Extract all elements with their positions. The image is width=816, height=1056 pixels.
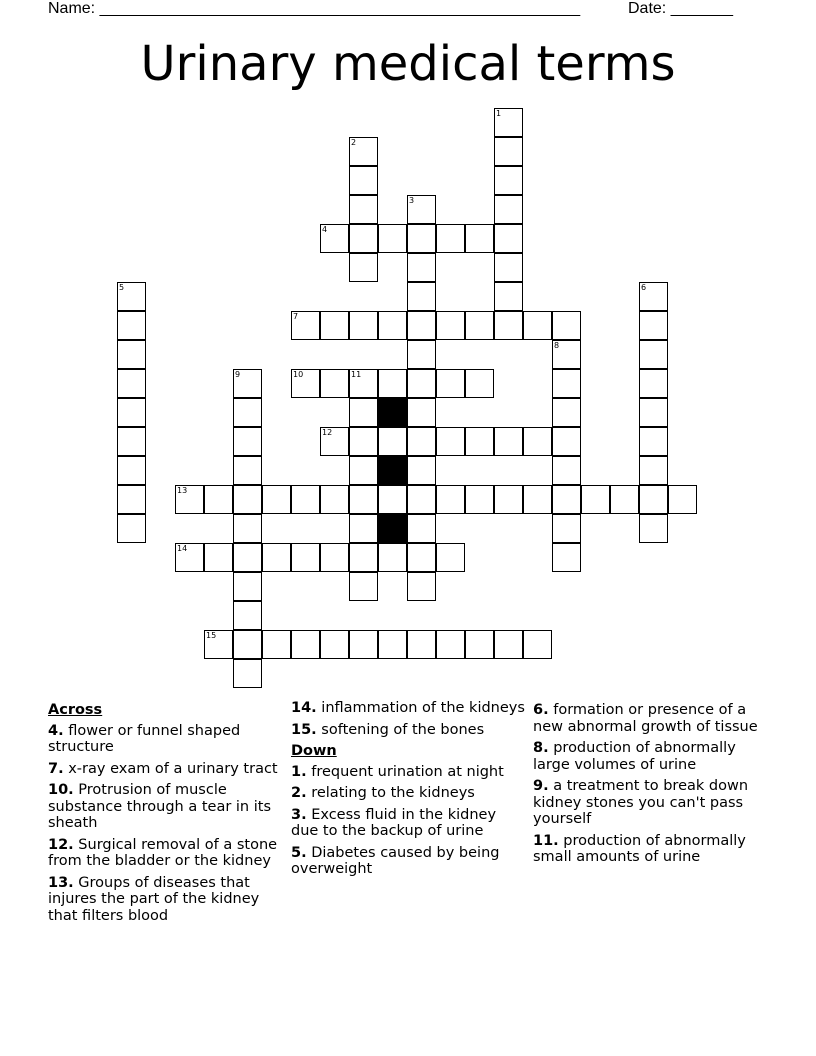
clue-number: 7 [293,312,299,321]
grid-cell[interactable] [233,456,262,485]
grid-cell[interactable] [494,311,523,340]
grid-cell[interactable] [117,456,146,485]
grid-cell[interactable] [233,398,262,427]
clue-number: 15. [291,721,317,738]
clue-number: 3 [409,196,415,205]
grid-cell[interactable] [639,485,668,514]
grid-cell[interactable] [407,311,436,340]
grid-cell[interactable] [378,369,407,398]
grid-cell[interactable] [233,543,262,572]
clue-text: x-ray exam of a urinary tract [63,760,278,777]
clue-text: Groups of diseases that injures the part of the kidney that filters blood [48,874,260,924]
grid-cell[interactable] [407,369,436,398]
grid-cell[interactable] [407,224,436,253]
grid-cell[interactable] [465,369,494,398]
grid-cell[interactable] [436,224,465,253]
clue-number: 12. [48,836,74,853]
grid-cell[interactable] [204,485,233,514]
grid-cell[interactable] [465,311,494,340]
grid-cell[interactable] [233,369,262,398]
clue-item [291,722,525,739]
grid-cell[interactable] [117,514,146,543]
clue-number: 11. [533,832,559,849]
grid-cell[interactable] [320,369,349,398]
grid-cell[interactable] [639,398,668,427]
grid-cell[interactable] [436,630,465,659]
grid-cell[interactable] [494,166,523,195]
grid-cell[interactable] [175,485,204,514]
clue-item [533,778,767,828]
grid-cell[interactable] [204,630,233,659]
grid-cell[interactable] [349,195,378,224]
grid-cell[interactable] [494,253,523,282]
grid-cell[interactable] [320,543,349,572]
grid-cell[interactable] [291,369,320,398]
grid-cell[interactable] [639,514,668,543]
grid-cell[interactable] [436,543,465,572]
grid-cell[interactable] [349,485,378,514]
clue-number: 12 [322,428,333,437]
grid-cell[interactable] [320,630,349,659]
clue-item [291,700,525,717]
clue-number: 9 [235,370,241,379]
grid-cell[interactable] [349,369,378,398]
grid-cell[interactable] [465,224,494,253]
grid-cell[interactable] [378,630,407,659]
clue-item [48,782,282,832]
clue-number: 3. [291,806,307,823]
clue-number: 15 [206,631,217,640]
clue-item [291,785,525,802]
grid-cell[interactable] [291,543,320,572]
grid-cell[interactable] [117,282,146,311]
grid-cell[interactable] [407,456,436,485]
clue-text: Surgical removal of a stone from the bladder or the kidney [48,836,278,869]
date-field[interactable]: Date: _______ [628,0,733,17]
grid-cell[interactable] [552,543,581,572]
grid-cell[interactable] [552,456,581,485]
grid-cell[interactable] [465,427,494,456]
grid-cell[interactable] [407,514,436,543]
grid-cell[interactable] [204,543,233,572]
grid-cell[interactable] [465,630,494,659]
clue-text: production of abnormally small amounts of urine [533,832,746,865]
clue-text: Diabetes caused by being overweight [291,844,500,877]
grid-cell[interactable] [581,485,610,514]
name-field[interactable]: Name: ______________________________________________________ [48,0,581,17]
clue-item [291,764,525,781]
grid-cell[interactable] [349,630,378,659]
clue-item [48,837,282,870]
grid-cell[interactable] [117,398,146,427]
clue-text: Protrusion of muscle substance through a tear in its sheath [48,782,272,831]
clue-item [48,723,282,756]
clue-number: 10 [293,370,304,379]
grid-cell[interactable] [378,427,407,456]
clue-text: softening of the bones [316,721,485,738]
grid-cell[interactable] [407,630,436,659]
grid-cell[interactable] [117,485,146,514]
grid-cell[interactable] [552,398,581,427]
grid-cell[interactable] [262,485,291,514]
grid-block [378,398,407,427]
clue-text: flower or funnel shaped structure [48,722,241,755]
grid-cell[interactable] [494,630,523,659]
grid-cell[interactable] [436,311,465,340]
grid-cell[interactable] [436,485,465,514]
grid-cell[interactable] [117,340,146,369]
clue-text: formation or presence of a new abnormal growth of tissue [533,702,758,735]
clue-number: 14. [291,700,317,716]
clue-number: 2. [291,785,307,801]
grid-cell[interactable] [407,398,436,427]
grid-cell[interactable] [552,514,581,543]
grid-cell[interactable] [639,427,668,456]
grid-cell[interactable] [523,427,552,456]
grid-cell[interactable] [407,340,436,369]
grid-cell[interactable] [494,282,523,311]
grid-cell[interactable] [436,369,465,398]
grid-cell[interactable] [349,311,378,340]
grid-cell[interactable] [117,369,146,398]
clue-number: 13. [48,874,74,891]
clue-number: 1. [291,763,307,780]
grid-cell[interactable] [320,485,349,514]
clue-text: inflammation of the kidneys [316,700,525,716]
clue-column-1 [48,700,282,929]
grid-cell[interactable] [407,253,436,282]
down-heading: Down [291,743,337,759]
clue-text: Excess fluid in the kidney due to the backup of urine [291,806,497,839]
grid-cell[interactable] [407,427,436,456]
clue-number: 14 [177,544,188,553]
grid-cell[interactable] [349,398,378,427]
grid-cell[interactable] [494,195,523,224]
clue-number: 10. [48,782,74,798]
grid-cell[interactable] [378,311,407,340]
grid-cell[interactable] [552,485,581,514]
grid-cell[interactable] [349,253,378,282]
clue-number: 1 [496,109,502,118]
clue-number: 11 [351,370,362,379]
grid-cell[interactable] [349,427,378,456]
grid-cell[interactable] [407,195,436,224]
clue-column-2 [291,700,525,883]
page-title: Urinary medical terms [140,36,676,92]
grid-block [378,456,407,485]
clue-list [48,700,768,1000]
grid-cell[interactable] [291,485,320,514]
clue-number: 4. [48,722,64,739]
clue-item [533,833,767,866]
grid-cell[interactable] [494,485,523,514]
grid-cell[interactable] [117,427,146,456]
clue-item [48,875,282,925]
clue-item [291,807,525,840]
grid-cell[interactable] [233,659,262,688]
grid-cell[interactable] [320,427,349,456]
grid-cell[interactable] [349,572,378,601]
clue-item [48,761,282,778]
grid-cell[interactable] [639,340,668,369]
grid-cell[interactable] [378,543,407,572]
grid-cell[interactable] [523,630,552,659]
grid-cell[interactable] [494,137,523,166]
grid-cell[interactable] [175,543,204,572]
grid-cell[interactable] [320,311,349,340]
clue-number: 5 [119,283,125,292]
grid-cell[interactable] [320,224,349,253]
grid-cell[interactable] [552,369,581,398]
grid-cell[interactable] [436,427,465,456]
grid-cell[interactable] [349,166,378,195]
clue-item [533,702,767,735]
grid-cell[interactable] [233,572,262,601]
grid-cell[interactable] [552,340,581,369]
grid-cell[interactable] [610,485,639,514]
clue-number: 6 [641,283,647,292]
grid-cell[interactable] [407,485,436,514]
grid-cell[interactable] [639,456,668,485]
grid-cell[interactable] [349,456,378,485]
clue-number: 9. [533,778,549,794]
grid-cell[interactable] [291,630,320,659]
clue-item [533,740,767,773]
grid-cell[interactable] [233,514,262,543]
clue-number: 8 [554,341,560,350]
clue-number: 7. [48,760,64,777]
clue-text: a treatment to break down kidney stones you can't pass yourself [533,778,749,827]
grid-cell[interactable] [552,427,581,456]
grid-cell[interactable] [407,543,436,572]
grid-cell[interactable] [349,514,378,543]
grid-cell[interactable] [233,427,262,456]
clue-text: frequent urination at night [306,763,504,780]
grid-cell[interactable] [523,311,552,340]
grid-cell[interactable] [639,311,668,340]
grid-cell[interactable] [349,543,378,572]
grid-cell[interactable] [233,630,262,659]
grid-cell[interactable] [407,282,436,311]
grid-cell[interactable] [233,485,262,514]
grid-block [378,514,407,543]
grid-cell[interactable] [494,108,523,137]
clue-text: production of abnormally large volumes of urine [533,740,736,773]
grid-cell[interactable] [378,224,407,253]
clue-number: 4 [322,225,328,234]
clue-number: 5. [291,844,307,861]
grid-cell[interactable] [349,224,378,253]
clue-number: 6. [533,702,549,718]
grid-cell[interactable] [552,311,581,340]
grid-cell[interactable] [639,369,668,398]
grid-cell[interactable] [233,601,262,630]
grid-cell[interactable] [262,630,291,659]
grid-cell[interactable] [523,485,552,514]
clue-item [291,845,525,878]
grid-cell[interactable] [494,427,523,456]
grid-cell[interactable] [494,224,523,253]
clue-number: 13 [177,486,188,495]
grid-cell[interactable] [291,311,320,340]
grid-cell[interactable] [465,485,494,514]
grid-cell[interactable] [639,282,668,311]
grid-cell[interactable] [262,543,291,572]
across-heading: Across [48,702,103,718]
clue-number: 2 [351,138,357,147]
clue-number: 8. [533,740,549,756]
clue-text: relating to the kidneys [306,785,475,801]
grid-cell[interactable] [117,311,146,340]
grid-cell[interactable] [668,485,697,514]
grid-cell[interactable] [378,485,407,514]
grid-cell[interactable] [407,572,436,601]
clue-column-3 [533,700,767,871]
grid-cell[interactable] [349,137,378,166]
